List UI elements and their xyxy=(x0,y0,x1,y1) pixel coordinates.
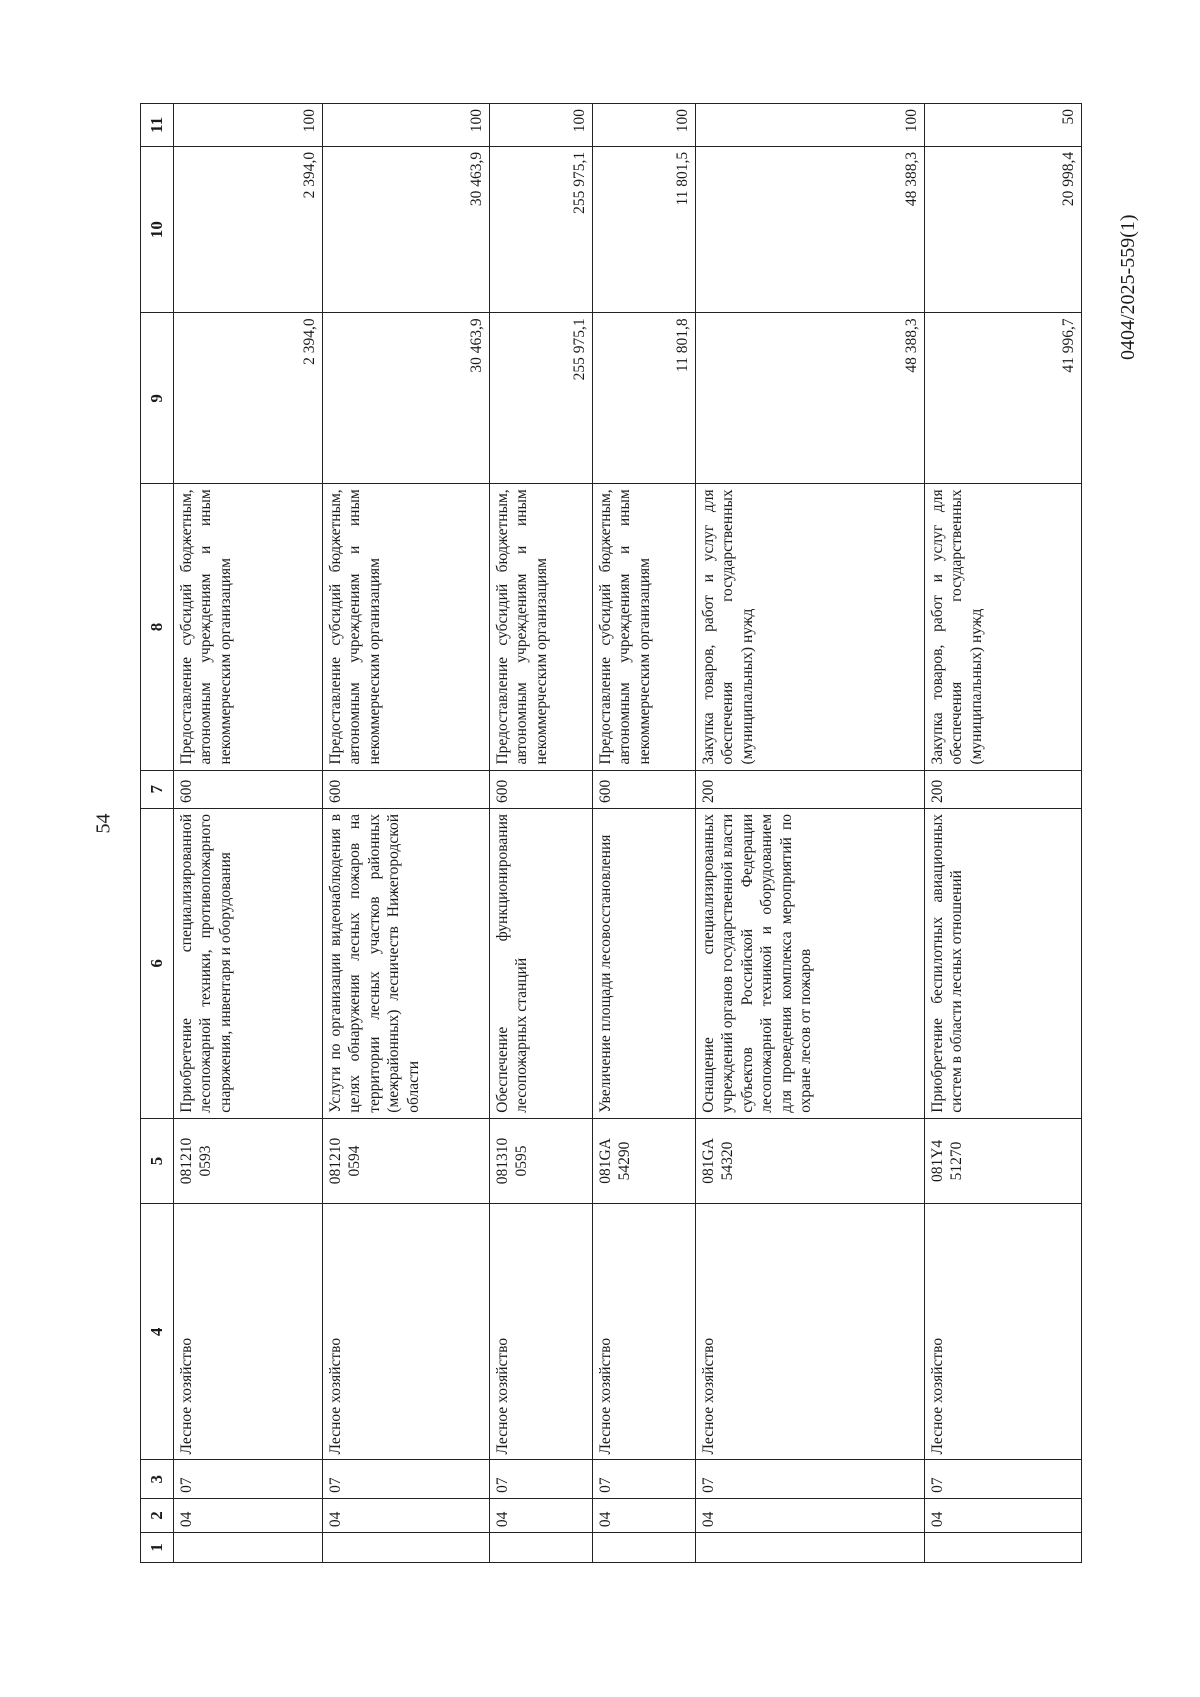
table-row xyxy=(696,104,925,1563)
col-header-2: 2 xyxy=(141,1498,174,1532)
cell-section-name: Лесное хозяйство xyxy=(323,1204,490,1460)
cell-target-name: Оснащение специализированных учреждений органов государственной власти субъектов Российской Федерации лесопожарной техникой и оборудованием для проведения комплекса мероприятий по охране лесов от пожаров xyxy=(696,808,925,1118)
cell-expense-type-name: Предоставление субсидий бюджетным, автономным учреждениям и иным некоммерческим организациям xyxy=(490,484,593,770)
cell-section: 04 xyxy=(323,1498,490,1532)
cell-target-name: Увеличение площади лесовосстановления xyxy=(593,808,696,1118)
col-header-8: 8 xyxy=(141,484,174,770)
col-header-4: 4 xyxy=(141,1204,174,1460)
col-header-1: 1 xyxy=(141,1533,174,1563)
cell-executed-amount: 11 801,5 xyxy=(593,146,696,313)
cell-percent: 100 xyxy=(593,104,696,147)
cell-section: 04 xyxy=(593,1498,696,1532)
cell-section: 04 xyxy=(490,1498,593,1532)
table-row xyxy=(593,104,696,1563)
cell-section-name: Лесное хозяйство xyxy=(696,1204,925,1460)
cell-percent: 100 xyxy=(323,104,490,147)
table-row xyxy=(925,104,1082,1563)
cell-section: 04 xyxy=(696,1498,925,1532)
cell-planned-amount: 2 394,0 xyxy=(174,313,323,484)
cell-section: 04 xyxy=(925,1498,1082,1532)
cell-section-name: Лесное хозяйство xyxy=(174,1204,323,1460)
cell-planned-amount: 41 996,7 xyxy=(925,313,1082,484)
cell-target-code: 081210 0594 xyxy=(323,1118,490,1203)
cell-subsection: 07 xyxy=(490,1460,593,1498)
cell-percent: 50 xyxy=(925,104,1082,147)
cell-percent: 100 xyxy=(174,104,323,147)
table-row xyxy=(323,104,490,1563)
cell-section-name: Лесное хозяйство xyxy=(593,1204,696,1460)
cell-planned-amount: 255 975,1 xyxy=(490,313,593,484)
cell-target-code: 081310 0595 xyxy=(490,1118,593,1203)
cell-target-name: Обеспечение функционирования лесопожарных станций xyxy=(490,808,593,1118)
cell-subsection: 07 xyxy=(323,1460,490,1498)
cell-subsection: 07 xyxy=(696,1460,925,1498)
cell-col1 xyxy=(323,1533,490,1563)
cell-executed-amount: 255 975,1 xyxy=(490,146,593,313)
col-header-9: 9 xyxy=(141,313,174,484)
cell-target-name: Услуги по организации видеонаблюдения в целях обнаружения лесных пожаров на территории лесных участков районных (межрайонных) лесничеств Нижегородской области xyxy=(323,808,490,1118)
cell-target-code: 081210 0593 xyxy=(174,1118,323,1203)
cell-executed-amount: 20 998,4 xyxy=(925,146,1082,313)
cell-executed-amount: 48 388,3 xyxy=(696,146,925,313)
cell-target-name: Приобретение специализированной лесопожарной техники, противопожарного снаряжения, инвентаря и оборудования xyxy=(174,808,323,1118)
cell-planned-amount: 48 388,3 xyxy=(696,313,925,484)
cell-subsection: 07 xyxy=(174,1460,323,1498)
cell-col1 xyxy=(696,1533,925,1563)
cell-expense-type-name: Предоставление субсидий бюджетным, автономным учреждениям и иным некоммерческим организациям xyxy=(593,484,696,770)
budget-table xyxy=(140,103,1082,1563)
col-header-10: 10 xyxy=(141,146,174,313)
table-row xyxy=(490,104,593,1563)
cell-expense-type: 600 xyxy=(490,770,593,808)
cell-planned-amount: 30 463,9 xyxy=(323,313,490,484)
cell-expense-type: 600 xyxy=(174,770,323,808)
cell-subsection: 07 xyxy=(925,1460,1082,1498)
document-code: 0404/2025-559(1) xyxy=(1117,214,1139,360)
cell-expense-type-name: Предоставление субсидий бюджетным, автономным учреждениям и иным некоммерческим организациям xyxy=(174,484,323,770)
col-header-7: 7 xyxy=(141,770,174,808)
cell-col1 xyxy=(490,1533,593,1563)
cell-expense-type-name: Предоставление субсидий бюджетным, автономным учреждениям и иным некоммерческим организациям xyxy=(323,484,490,770)
col-header-3: 3 xyxy=(141,1460,174,1498)
cell-target-name: Приобретение беспилотных авиационных систем в области лесных отношений xyxy=(925,808,1082,1118)
cell-target-code: 081Y4 51270 xyxy=(925,1118,1082,1203)
cell-expense-type: 600 xyxy=(593,770,696,808)
cell-section: 04 xyxy=(174,1498,323,1532)
cell-executed-amount: 30 463,9 xyxy=(323,146,490,313)
cell-percent: 100 xyxy=(490,104,593,147)
cell-col1 xyxy=(174,1533,323,1563)
cell-section-name: Лесное хозяйство xyxy=(925,1204,1082,1460)
table-row xyxy=(174,104,323,1563)
cell-percent: 100 xyxy=(696,104,925,147)
cell-planned-amount: 11 801,8 xyxy=(593,313,696,484)
cell-section-name: Лесное хозяйство xyxy=(490,1204,593,1460)
cell-expense-type: 200 xyxy=(696,770,925,808)
cell-target-code: 081GA 54290 xyxy=(593,1118,696,1203)
cell-expense-type: 200 xyxy=(925,770,1082,808)
budget-table-container xyxy=(140,103,1080,1563)
cell-col1 xyxy=(925,1533,1082,1563)
cell-expense-type-name: Закупка товаров, работ и услуг для обеспечения государственных (муниципальных) нужд xyxy=(925,484,1082,770)
cell-col1 xyxy=(593,1533,696,1563)
cell-target-code: 081GA 54320 xyxy=(696,1118,925,1203)
cell-expense-type: 600 xyxy=(323,770,490,808)
cell-expense-type-name: Закупка товаров, работ и услуг для обеспечения государственных (муниципальных) нужд xyxy=(696,484,925,770)
page-number: 54 xyxy=(92,813,115,834)
cell-subsection: 07 xyxy=(593,1460,696,1498)
header-row xyxy=(141,104,174,1563)
col-header-6: 6 xyxy=(141,808,174,1118)
col-header-5: 5 xyxy=(141,1118,174,1203)
rotated-table-frame xyxy=(140,103,1080,1563)
cell-executed-amount: 2 394,0 xyxy=(174,146,323,313)
col-header-11: 11 xyxy=(141,104,174,147)
